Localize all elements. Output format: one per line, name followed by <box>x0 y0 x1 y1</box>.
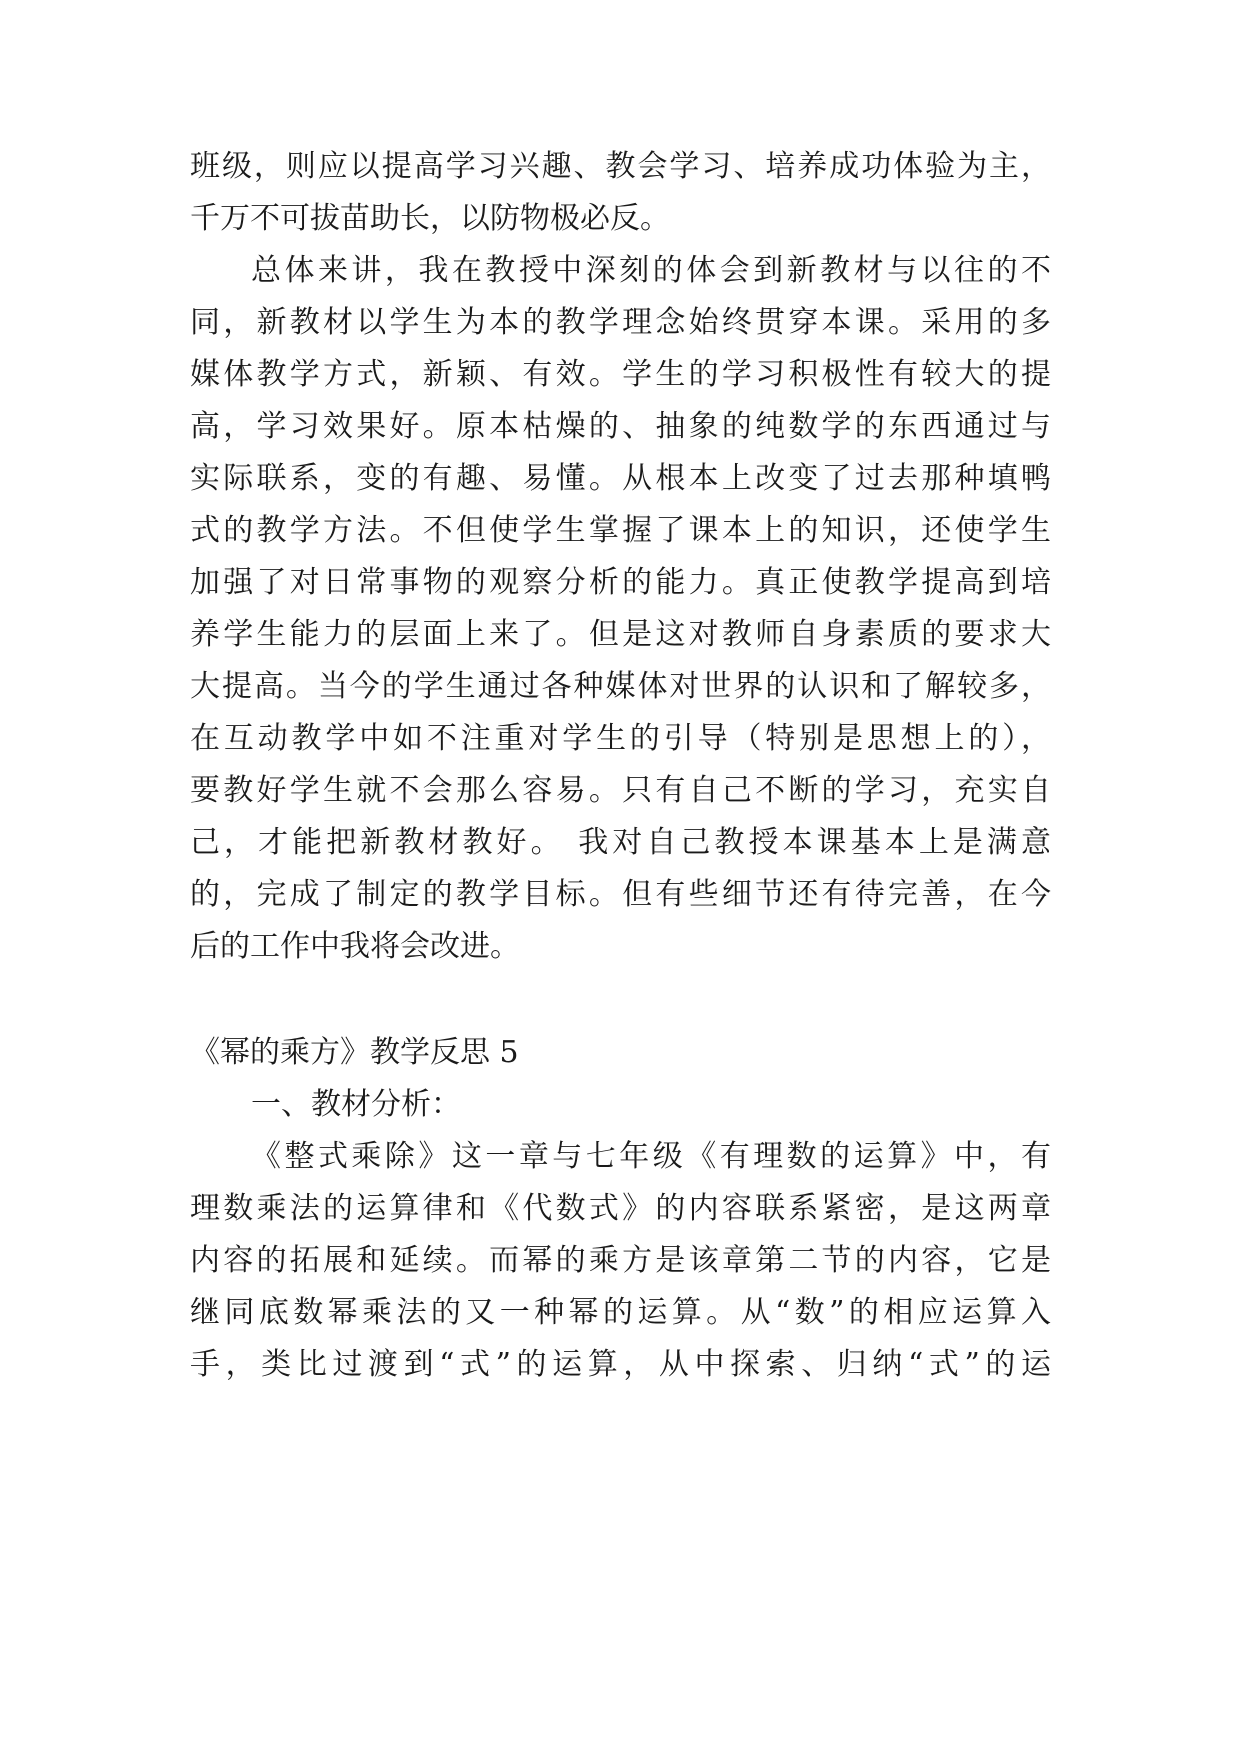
paragraph-line: 加强了对日常事物的观察分析的能力。真正使教学提高到培 <box>190 565 1051 600</box>
paragraph-line: 媒体教学方式，新颖、有效。学生的学习积极性有较大的提 <box>190 357 1051 392</box>
paragraph-line: 理数乘法的运算律和《代数式》的内容联系紧密，是这两章 <box>190 1191 1051 1226</box>
paragraph-line: 要教好学生就不会那么容易。只有自己不断的学习，充实自 <box>190 773 1051 808</box>
paragraph-line: 手，类比过渡到“式”的运算，从中探索、归纳“式”的运 <box>190 1347 1051 1382</box>
paragraph-line: 班级，则应以提高学习兴趣、教会学习、培养成功体验为主， <box>190 149 1051 184</box>
subheading: 一、教材分析： <box>251 1087 461 1122</box>
paragraph-line: 大提高。当今的学生通过各种媒体对世界的认识和了解较多， <box>190 669 1051 704</box>
paragraph-line: 己，才能把新教材教好。 我对自己教授本课基本上是满意 <box>190 825 1051 860</box>
paragraph-line: 《整式乘除》这一章与七年级《有理数的运算》中，有 <box>251 1139 1051 1174</box>
paragraph-line: 同，新教材以学生为本的教学理念始终贯穿本课。采用的多 <box>190 305 1051 340</box>
paragraph-line: 内容的拓展和延续。而幂的乘方是该章第二节的内容，它是 <box>190 1243 1051 1278</box>
paragraph-line: 千万不可拔苗助长，以防物极必反。 <box>190 201 670 236</box>
paragraph-line: 在互动教学中如不注重对学生的引导（特别是思想上的）， <box>190 721 1051 756</box>
paragraph-line: 总体来讲，我在教授中深刻的体会到新教材与以往的不 <box>251 253 1051 288</box>
paragraph-line: 实际联系，变的有趣、易懂。从根本上改变了过去那种填鸭 <box>190 461 1051 496</box>
section-title: 《幂的乘方》教学反思 5 <box>190 1035 519 1070</box>
paragraph-line: 后的工作中我将会改进。 <box>190 929 520 964</box>
paragraph-line: 养学生能力的层面上来了。但是这对教师自身素质的要求大 <box>190 617 1051 652</box>
paragraph-line: 的，完成了制定的教学目标。但有些细节还有待完善，在今 <box>190 877 1051 912</box>
paragraph-line: 高，学习效果好。原本枯燥的、抽象的纯数学的东西通过与 <box>190 409 1051 444</box>
paragraph-line: 继同底数幂乘法的又一种幂的运算。从“数”的相应运算入 <box>190 1295 1051 1330</box>
paragraph-line: 式的教学方法。不但使学生掌握了课本上的知识，还使学生 <box>190 513 1051 548</box>
